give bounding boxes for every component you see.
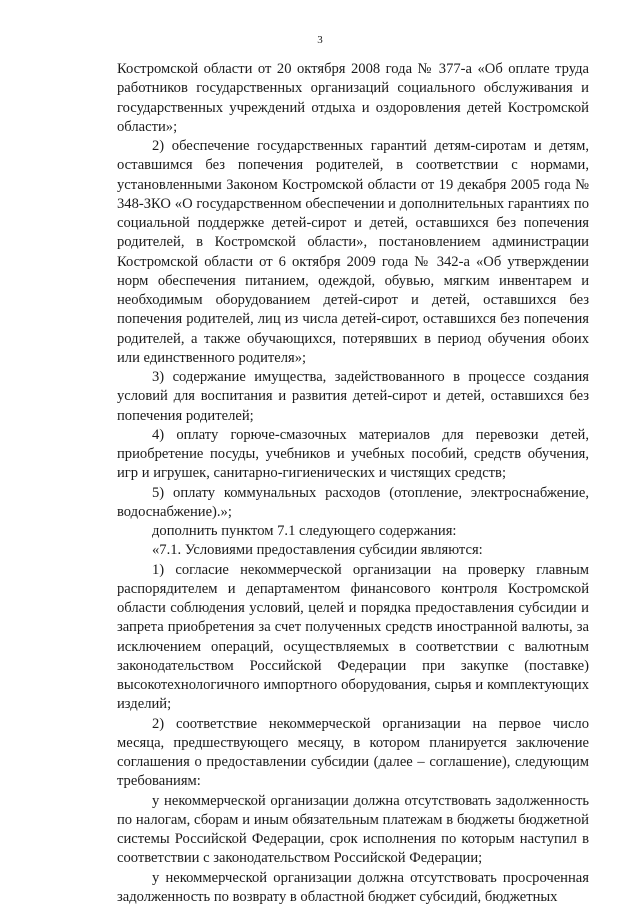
paragraph-requirement-tax-debt: у некоммерческой организации должна отсутствовать задолженность по налогам, сборам и иным обязательным платежам в бюджеты бюджетной системы Российской Федерации, срок исполнения по которым наступил в соответствии с законодательством Российской Федерации;: [117, 792, 589, 869]
paragraph-item-2: 2) обеспечение государственных гарантий детям-сиротам и детям, оставшимся без попечения родителей, в соответствии с нормами, установленными Законом Костромской области от 19 декабря 2005 года № 348-ЗКО «О государственном обеспечении и дополнительных гарантиях по социальной поддержке детей-сирот и детей, оставшихся без попечения родителей, в Костромской области», постановлением администрации Костромской области от 6 октября 2009 года № 342-а «Об утверждении норм обеспечения питанием, одеждой, обувью, мягким инвентарем и необходимым оборудованием детей-сирот и детей, оставшихся без попечения родителей, лиц из числа детей-сирот, оставшихся без попечения родителей, а также обучающихся, потерявших в период обучения обоих или единственного родителя»;: [117, 137, 589, 368]
page-number: 3: [0, 34, 640, 47]
paragraph-condition-1: 1) согласие некоммерческой организации на проверку главным распорядителем и департаментом финансового контроля Костромской области соблюдения условий, целей и порядка предоставления субсидии и запрета приобретения за счет полученных средств иностранной валюты, за исключением операций, осуществляемых в соответствии с валютным законодательством Российской Федерации при закупке (поставке) высокотехнологичного импортного оборудования, сырья и комплектующих изделий;: [117, 561, 589, 715]
paragraph-amendment-intro: дополнить пунктом 7.1 следующего содержания:: [117, 522, 589, 541]
paragraph-condition-2: 2) соответствие некоммерческой организации на первое число месяца, предшествующего месяцу, в котором планируется заключение соглашения о предоставлении субсидии (далее – соглашение), следующим требованиям:: [117, 715, 589, 792]
paragraph-item-4: 4) оплату горюче-смазочных материалов для перевозки детей, приобретение посуды, учебников и учебных пособий, средств обучения, игр и игрушек, санитарно-гигиенических и чистящих средств;: [117, 426, 589, 484]
paragraph-continuation: Костромской области от 20 октября 2008 года № 377-а «Об оплате труда работников государственных организаций социального обслуживания и государственных учреждений отдыха и оздоровления детей Костромской области»;: [117, 60, 589, 137]
paragraph-item-5: 5) оплату коммунальных расходов (отопление, электроснабжение, водоснабжение).»;: [117, 484, 589, 523]
document-body: [117, 60, 589, 907]
paragraph-requirement-overdue-debt: у некоммерческой организации должна отсутствовать просроченная задолженность по возврату в областной бюджет субсидий, бюджетных: [117, 869, 589, 907]
paragraph-section-7-1-heading: «7.1. Условиями предоставления субсидии являются:: [117, 541, 589, 560]
paragraph-item-3: 3) содержание имущества, задействованного в процессе создания условий для воспитания и развития детей-сирот и детей, оставшихся без попечения родителей;: [117, 368, 589, 426]
